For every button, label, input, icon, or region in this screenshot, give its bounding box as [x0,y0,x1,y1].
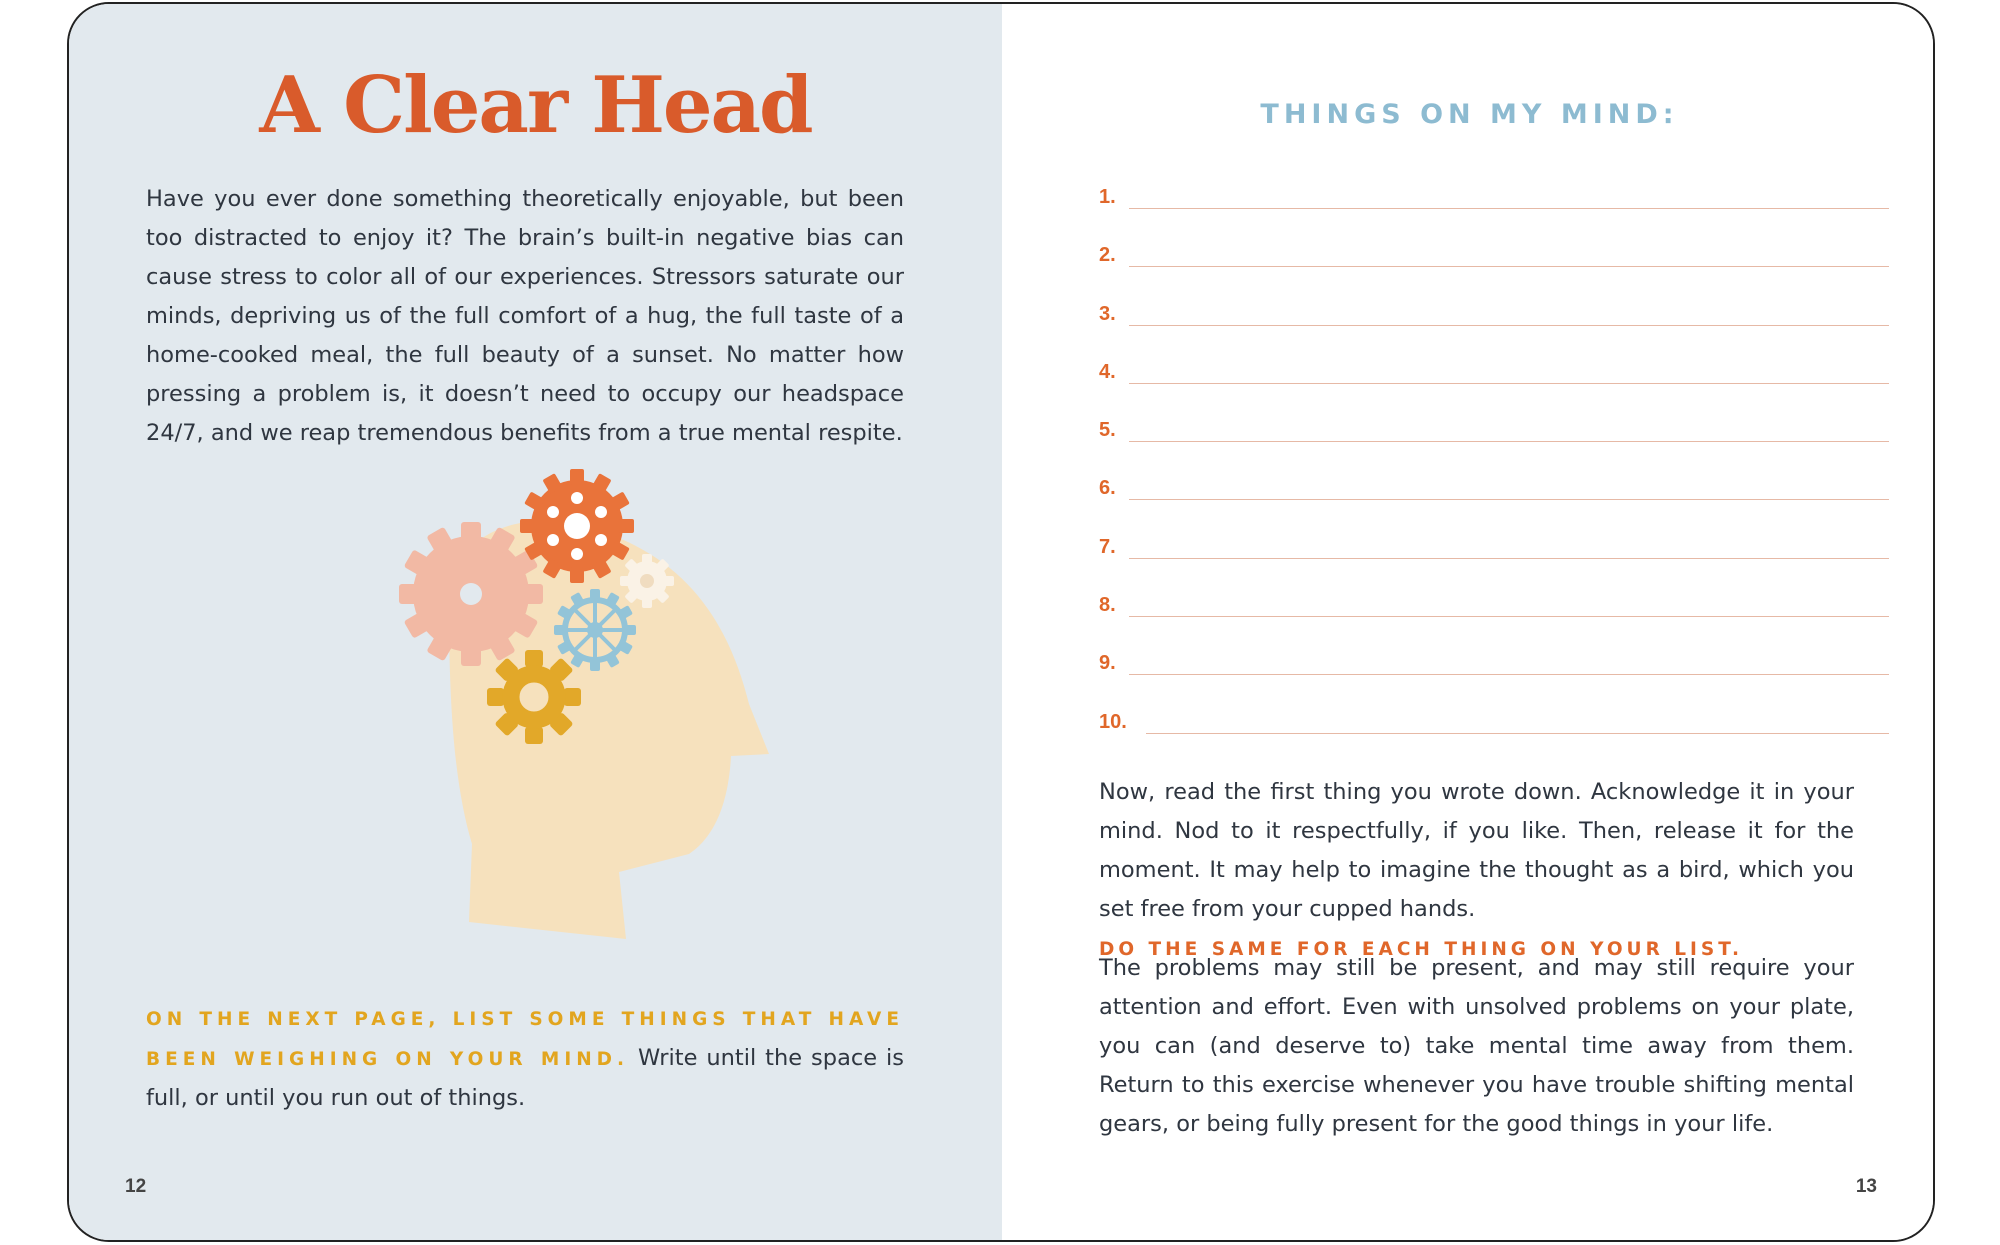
writing-line[interactable] [1129,208,1889,209]
list-item-number: 4. [1099,360,1116,383]
list-item[interactable] [1099,695,1889,753]
list-item-number: 1. [1099,186,1116,208]
writing-line[interactable] [1129,558,1889,559]
writing-line[interactable] [1129,266,1889,267]
page-title: A Clear Head [259,60,812,151]
list-heading: THINGS ON MY MIND: [1260,99,1679,130]
writing-line[interactable] [1129,616,1889,617]
list-item[interactable] [1099,403,1889,461]
list-item-number: 7. [1099,535,1116,558]
book-spread [67,2,1935,1242]
writing-line[interactable] [1129,383,1889,384]
instructions-text: Now, read the first thing you wrote down. Acknowledge it in your mind. Nod to it respectfully, if you like. Then, release it for the moment. It may help to imagine the thought as a bird, which you set free from your cupped hands. [1099,779,1854,922]
list-item-number: 9. [1099,652,1116,675]
list-item[interactable] [1099,520,1889,578]
list-item[interactable] [1099,636,1889,694]
list-item[interactable] [1099,461,1889,519]
page-number-right: 13 [1855,1176,1877,1197]
left-page [69,4,1002,1240]
writing-line[interactable] [1129,325,1889,326]
list-item[interactable] [1099,170,1889,228]
closing-paragraph: The problems may still be present, and may still require your attention and effort. Even with unsolved problems on your plate, you can (and deserve to) take mental time away from them. Return to this exercise whenever you have trouble shifting mental gears, or being fully present for the good things in your life. [1099,955,1854,1137]
list-item[interactable] [1099,228,1889,286]
list-item-number: 3. [1099,302,1116,325]
list-item[interactable] [1099,578,1889,636]
list-item-number: 10. [1099,710,1127,733]
cream-gear-icon [620,554,674,608]
writing-line[interactable] [1129,441,1889,442]
writing-line[interactable] [1146,733,1889,734]
writing-line[interactable] [1129,674,1889,675]
instructions-callout: DO THE SAME FOR EACH THING ON YOUR LIST. [1099,939,1744,960]
list-item[interactable] [1099,287,1889,345]
next-page-instruction [146,999,904,1118]
list-item-number: 5. [1099,419,1116,442]
things-on-my-mind-list [1099,170,1889,753]
list-item-number: 6. [1099,477,1116,500]
list-item[interactable] [1099,345,1889,403]
next-page-callout: ON THE NEXT PAGE, LIST SOME THINGS THAT HAVE BEEN WEIGHING ON YOUR MIND. [146,1009,904,1070]
instructions-paragraph [1099,773,1854,969]
page-number-left: 12 [125,1176,147,1197]
intro-paragraph: Have you ever done something theoretically enjoyable, but been too distracted to enjoy it? The brain’s built-in negative bias can cause stress to color all of our experiences. Stressors saturate our minds, depriving us of the full comfort of a hug, the full taste of a home-cooked meal, the full beauty of a sunset. No matter how pressing a problem is, it doesn’t need to occupy our headspace 24/7, and we reap tremendous benefits from a true mental respite. [146,186,904,446]
writing-line[interactable] [1129,499,1889,500]
next-page-followup: Write until the space is full, or until you run out of things. [146,1045,904,1111]
list-item-number: 2. [1099,244,1116,267]
list-item-number: 8. [1099,594,1116,617]
head-with-gears-icon [319,444,819,964]
